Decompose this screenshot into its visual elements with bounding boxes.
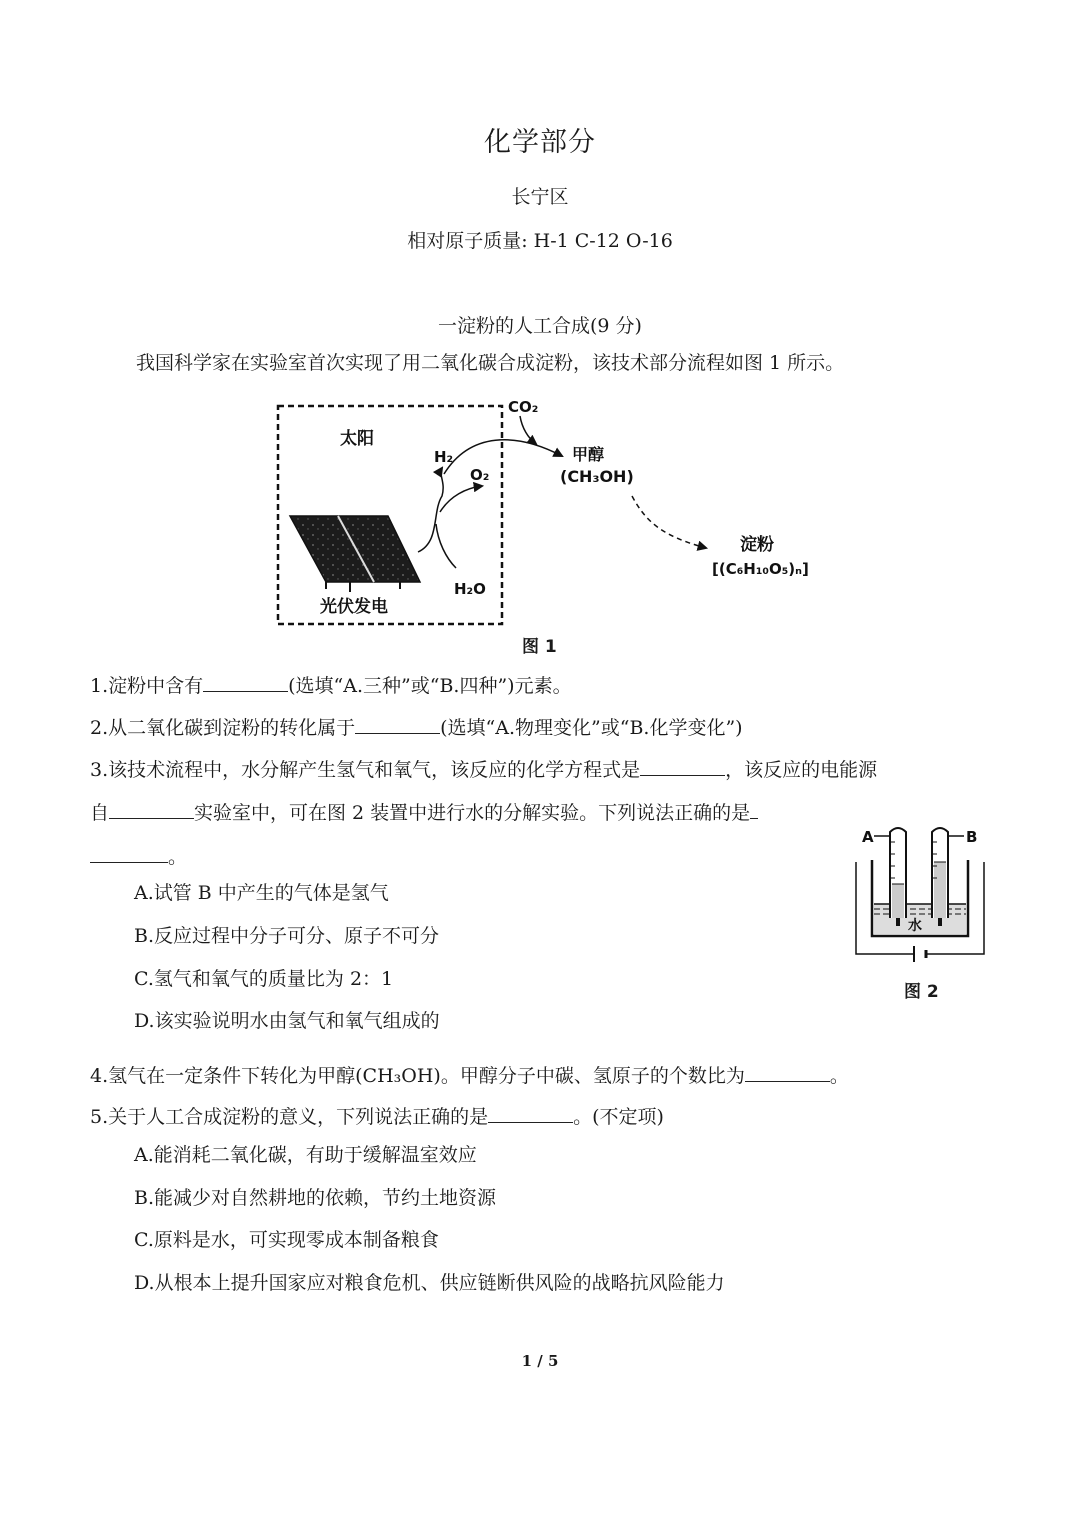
- sun-label: 太阳: [340, 429, 374, 449]
- q5-option-d: D.从根本上提升国家应对粮食危机、供应链断供风险的战略抗风险能力: [134, 1272, 725, 1294]
- atomic-mass-line: 相对原子质量: H-1 C-12 O-16: [407, 230, 673, 252]
- question-3-line-2: 自 实验室中，可在图 2 装置中进行水的分解实验。下列说法正确的是: [90, 796, 758, 826]
- label-b: B: [966, 828, 978, 846]
- starch-label: 淀粉: [740, 535, 774, 555]
- answer-blank[interactable]: [745, 1059, 830, 1082]
- label-a: A: [862, 828, 874, 846]
- co2-label: CO₂: [508, 398, 539, 416]
- h2-label: H₂: [434, 448, 454, 466]
- figure-2-caption: 图 2: [904, 982, 939, 1002]
- answer-blank-end[interactable]: [90, 840, 168, 863]
- arrow-to-o2: [440, 486, 482, 512]
- answer-blank[interactable]: [640, 753, 725, 776]
- figure-1-flowchart: [270, 392, 830, 657]
- arrow-co2-in: [520, 416, 536, 444]
- answer-blank[interactable]: [203, 669, 288, 692]
- q5-option-a: A.能消耗二氧化碳，有助于缓解温室效应: [134, 1144, 477, 1166]
- methanol-formula: (CH₃OH): [560, 467, 634, 486]
- pv-label: 光伏发电: [320, 597, 388, 617]
- section-intro: 我国科学家在实验室首次实现了用二氧化碳合成淀粉，该技术部分流程如图 1 所示。: [136, 352, 845, 374]
- h2o-label: H₂O: [454, 580, 486, 598]
- question-3-line-3: 。: [90, 840, 187, 870]
- page-number: 1 / 5: [521, 1352, 559, 1370]
- question-3-line-1: 3.该技术流程中，水分解产生氢气和氧气，该反应的化学方程式是 ，该反应的电能源: [90, 753, 877, 783]
- question-1: 1.淀粉中含有 (选填“A.三种”或“B.四种”)元素。: [90, 669, 572, 699]
- question-2: 2.从二氧化碳到淀粉的转化属于 (选填“A.物理变化”或“B.化学变化”): [90, 711, 743, 741]
- q5-option-c: C.原料是水，可实现零成本制备粮食: [134, 1229, 439, 1251]
- starch-formula: [(C₆H₁₀O₅)ₙ]: [712, 560, 809, 578]
- methanol-label: 甲醇: [572, 445, 605, 464]
- answer-blank-start[interactable]: [750, 796, 758, 819]
- page-title: 化学部分: [484, 127, 596, 158]
- water-label: 水: [908, 918, 922, 934]
- h2o-connector: [436, 524, 456, 568]
- q3-option-d: D.该实验说明水由氢气和氧气组成的: [134, 1010, 440, 1032]
- section-title: 一淀粉的人工合成(9 分): [438, 315, 642, 337]
- answer-blank[interactable]: [488, 1100, 573, 1123]
- answer-blank[interactable]: [355, 711, 440, 734]
- o2-label: O₂: [470, 466, 490, 484]
- solar-panel-icon: [290, 516, 420, 592]
- arrow-to-starch: [632, 496, 706, 548]
- q3-option-c: C.氢气和氧气的质量比为 2：1: [134, 968, 394, 990]
- q5-option-b: B.能减少对自然耕地的依赖，节约土地资源: [134, 1187, 497, 1209]
- question-5: 5.关于人工合成淀粉的意义，下列说法正确的是 。(不定项): [90, 1100, 664, 1130]
- q3-option-b: B.反应过程中分子可分、原子不可分: [134, 925, 440, 947]
- question-4: 4.氢气在一定条件下转化为甲醇(CH₃OH)。甲醇分子中碳、氢原子的个数比为 。: [90, 1059, 849, 1089]
- q3-option-a: A.试管 B 中产生的气体是氢气: [134, 882, 389, 904]
- answer-blank[interactable]: [109, 796, 194, 819]
- district-label: 长宁区: [511, 186, 569, 208]
- figure-1-caption: 图 1: [522, 637, 557, 657]
